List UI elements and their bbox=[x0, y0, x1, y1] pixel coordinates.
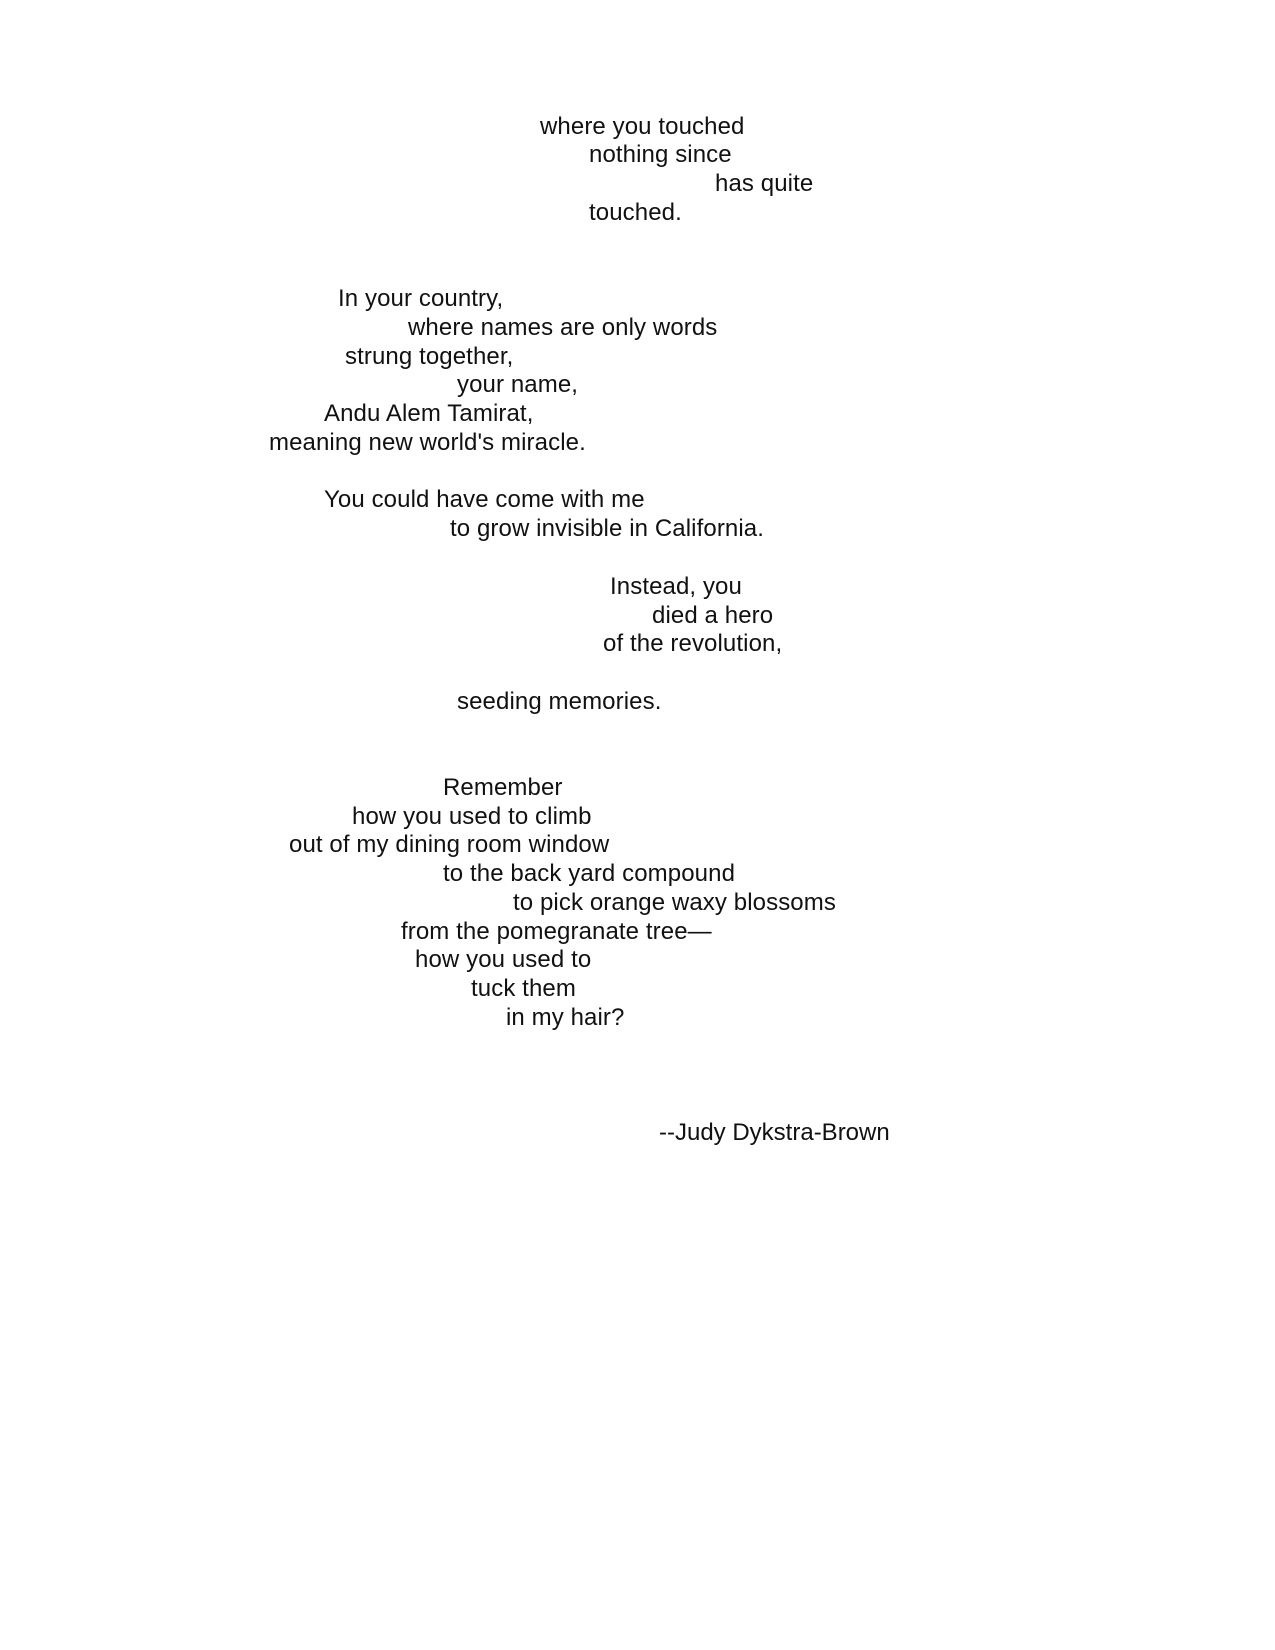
poem-line: seeding memories. bbox=[457, 688, 662, 715]
poem-line: has quite bbox=[715, 170, 814, 197]
poem-line: Instead, you bbox=[610, 573, 742, 600]
poem-line: died a hero bbox=[652, 602, 774, 629]
poem-line: to the back yard compound bbox=[443, 860, 736, 887]
poem-line: In your country, bbox=[338, 285, 504, 312]
poem-line: how you used to climb bbox=[352, 803, 592, 830]
poem-line: touched. bbox=[589, 199, 682, 226]
poem-line: meaning new world's miracle. bbox=[269, 429, 586, 456]
author-signature: --Judy Dykstra-Brown bbox=[659, 1119, 890, 1146]
poem-line: strung together, bbox=[345, 343, 514, 370]
poem-line: of the revolution, bbox=[603, 630, 783, 657]
poem-line: in my hair? bbox=[506, 1004, 625, 1031]
poem-line: nothing since bbox=[589, 141, 732, 168]
poem-line: how you used to bbox=[415, 946, 592, 973]
poem-line: You could have come with me bbox=[324, 486, 645, 513]
poem-line: to grow invisible in California. bbox=[450, 515, 765, 542]
poem-line: from the pomegranate tree— bbox=[401, 918, 712, 945]
poem-line: Remember bbox=[443, 774, 563, 801]
poem-line: where you touched bbox=[540, 113, 745, 140]
poem-line: Andu Alem Tamirat, bbox=[324, 400, 534, 427]
poem-line: tuck them bbox=[471, 975, 576, 1002]
poem-line: out of my dining room window bbox=[289, 831, 610, 858]
poem-line: where names are only words bbox=[408, 314, 718, 341]
poem-line: to pick orange waxy blossoms bbox=[513, 889, 836, 916]
poem-line: your name, bbox=[457, 371, 579, 398]
